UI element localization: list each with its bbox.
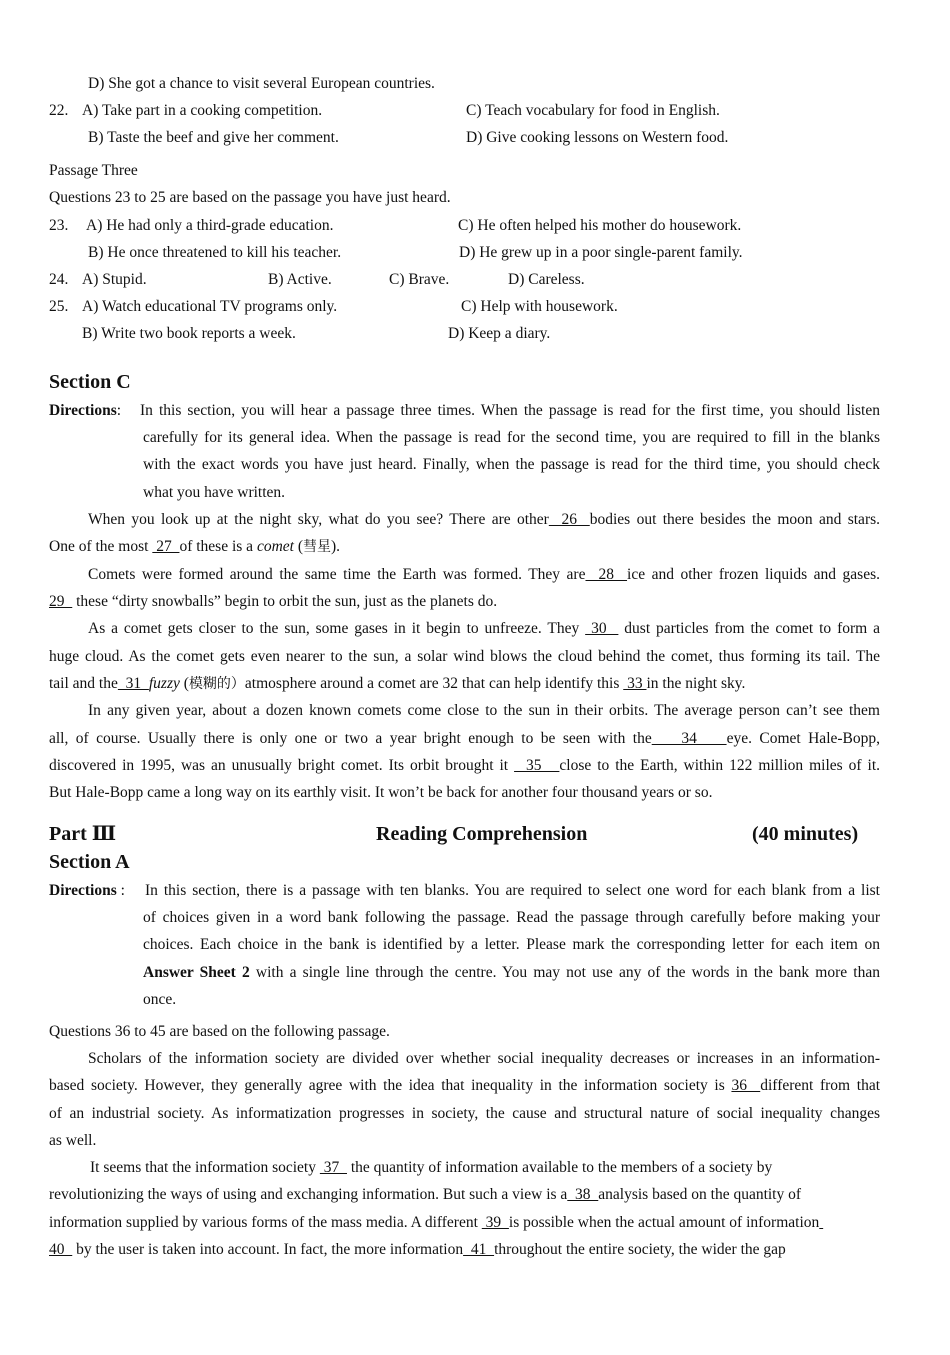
blank-40: 40 xyxy=(49,1241,73,1258)
section-c-para-1-line-2: One of the most 27 of these is a comet (彗星). xyxy=(49,538,341,555)
reading-para-1-line-3: of an industrial society. As informatization progresses in society, the cause and structural nature of social inequality changes xyxy=(49,1105,880,1122)
section-a-directions-line-4: Answer Sheet 2 with a single line through the centre. You may not use any of the words in the bank more than xyxy=(143,964,880,981)
blank-33: 33 xyxy=(623,675,647,692)
blank-35: 35 xyxy=(514,757,560,774)
q22-number: 22. xyxy=(49,102,69,119)
part-3-time: (40 minutes) xyxy=(752,823,859,845)
section-c-para-2-line-2: 29 these “dirty snowballs” begin to orbit the sun, just as the planets do. xyxy=(49,593,498,610)
section-a-directions-line-1: In this section, there is a passage with ten blanks. You are required to select one word for each blank from a list xyxy=(145,882,880,899)
section-c-para-1-line-1: When you look up at the night sky, what do you see? There are other 26 bodies out there besides the moon and stars. xyxy=(88,511,881,528)
section-a-directions-line-3: choices. Each choice in the bank is identified by a letter. Please mark the corresponding letter for each item on xyxy=(143,936,880,953)
section-a-directions-line-2: of choices given in a word bank following the passage. Read the passage through carefully before making your xyxy=(143,909,880,926)
blank-30: 30 xyxy=(585,620,619,637)
section-c-para-3-line-1: As a comet gets closer to the sun, some gases in it begin to unfreeze. They 30 dust particles from the comet to form a xyxy=(88,620,881,637)
q23-option-a: A) He had only a third-grade education. xyxy=(86,217,334,234)
q21-option-d: D) She got a chance to visit several European countries. xyxy=(88,75,435,92)
q23-number: 23. xyxy=(49,217,69,234)
q24-option-d: D) Careless. xyxy=(508,271,585,288)
blank-39: 39 xyxy=(481,1214,509,1231)
reading-para-1-line-1: Scholars of the information society are divided over whether social inequality decreases or increases in an information- xyxy=(88,1050,880,1067)
reading-para-2-line-2: revolutionizing the ways of using and exchanging information. But such a view is a 38 analysis based on the quantity of xyxy=(49,1186,802,1203)
section-c-para-3-line-2: huge cloud. As the comet gets even nearer to the sun, a solar wind blows the cloud behind the comet, thus forming its tail. The xyxy=(49,648,880,665)
section-a-title: Section A xyxy=(49,851,130,873)
q24-option-a: A) Stupid. xyxy=(82,271,147,288)
q22-option-a: A) Take part in a cooking competition. xyxy=(82,102,323,119)
section-c-para-3-line-3: tail and the 31 fuzzy (模糊的）atmosphere around a comet are 32 that can help identify this 33 in the night sky. xyxy=(49,675,746,692)
q24-option-b: B) Active. xyxy=(268,271,332,288)
blank-36: 36 xyxy=(731,1077,761,1094)
part-3-label: Part Ⅲ xyxy=(49,823,117,845)
blank-27: 27 xyxy=(152,538,180,555)
section-c-para-4-line-3: discovered in 1995, was an unusually bright comet. Its orbit brought it 35 close to the Earth, within 122 million miles of it. xyxy=(49,757,881,774)
q22-option-c: C) Teach vocabulary for food in English. xyxy=(466,102,720,119)
q25-option-a: A) Watch educational TV programs only. xyxy=(82,298,338,315)
section-c-para-2-line-1: Comets were formed around the same time the Earth was formed. They are 28 ice and other frozen liquids and gases. xyxy=(88,566,881,583)
section-a-note: Questions 36 to 45 are based on the following passage. xyxy=(49,1023,390,1040)
q22-option-b: B) Taste the beef and give her comment. xyxy=(88,129,339,146)
reading-para-2-line-1: It seems that the information society 37 the quantity of information available to the members of a society by xyxy=(90,1159,773,1176)
q23-option-c: C) He often helped his mother do housework. xyxy=(458,217,742,234)
q25-option-b: B) Write two book reports a week. xyxy=(82,325,296,342)
q25-option-c: C) Help with housework. xyxy=(461,298,618,315)
q22-option-d: D) Give cooking lessons on Western food. xyxy=(466,129,729,146)
section-c-para-4-line-1: In any given year, about a dozen known comets come close to the sun in their orbits. The average person can’t see them xyxy=(88,702,880,719)
section-c-para-4-line-2: all, of course. Usually there is only one or two a year bright enough to be seen with the 34 eye. Comet Hale-Bopp, xyxy=(49,730,880,747)
q24-number: 24. xyxy=(49,271,69,288)
q25-number: 25. xyxy=(49,298,69,315)
section-c-directions-line-4: what you have written. xyxy=(143,484,286,501)
blank-38: 38 xyxy=(567,1186,599,1203)
section-c-directions-line-1: In this section, you will hear a passage three times. When the passage is read for the first time, you should listen xyxy=(140,402,880,419)
section-a-directions-label: Directions : xyxy=(49,882,125,899)
section-c-directions-label: Directions: xyxy=(49,402,122,419)
answer-sheet-label: Answer Sheet 2 xyxy=(143,964,250,981)
q24-option-c: C) Brave. xyxy=(389,271,450,288)
q23-option-b: B) He once threatened to kill his teacher. xyxy=(88,244,342,261)
part-3-title: Reading Comprehension xyxy=(376,823,588,845)
passage-three-title: Passage Three xyxy=(49,162,138,179)
blank-34: 34 xyxy=(651,730,727,747)
reading-para-2-line-3: information supplied by various forms of the mass media. A different 39 is possible when the actual amount of information xyxy=(49,1214,820,1231)
q23-option-d: D) He grew up in a poor single-parent family. xyxy=(459,244,743,261)
blank-26: 26 xyxy=(548,511,590,528)
blank-31: 31 xyxy=(117,675,149,692)
blank-29: 29 xyxy=(49,593,73,610)
q25-option-d: D) Keep a diary. xyxy=(448,325,551,342)
section-c-directions-line-2: carefully for its general idea. When the passage is read for the second time, you are required to fill in the blanks xyxy=(143,429,880,446)
blank-37: 37 xyxy=(319,1159,347,1176)
reading-para-1-line-2: based society. However, they generally agree with the idea that inequality in the information society is 36 different from that xyxy=(49,1077,881,1094)
reading-para-2-line-4: 40 by the user is taken into account. In fact, the more information 41 throughout the entire society, the wider the gap xyxy=(49,1241,786,1258)
blank-41: 41 xyxy=(463,1241,495,1258)
passage-three-note: Questions 23 to 25 are based on the passage you have just heard. xyxy=(49,189,451,206)
blank-28: 28 xyxy=(585,566,628,583)
reading-para-1-line-4: as well. xyxy=(49,1132,97,1149)
section-a-directions-line-5: once. xyxy=(143,991,177,1008)
section-c-para-4-line-4: But Hale-Bopp came a long way on its earthly visit. It won’t be back for another four thousand years or so. xyxy=(49,784,713,801)
section-c-directions-line-3: with the exact words you have just heard. Finally, when the passage is read for the third time, you should check xyxy=(143,456,880,473)
section-c-title: Section C xyxy=(49,371,131,393)
